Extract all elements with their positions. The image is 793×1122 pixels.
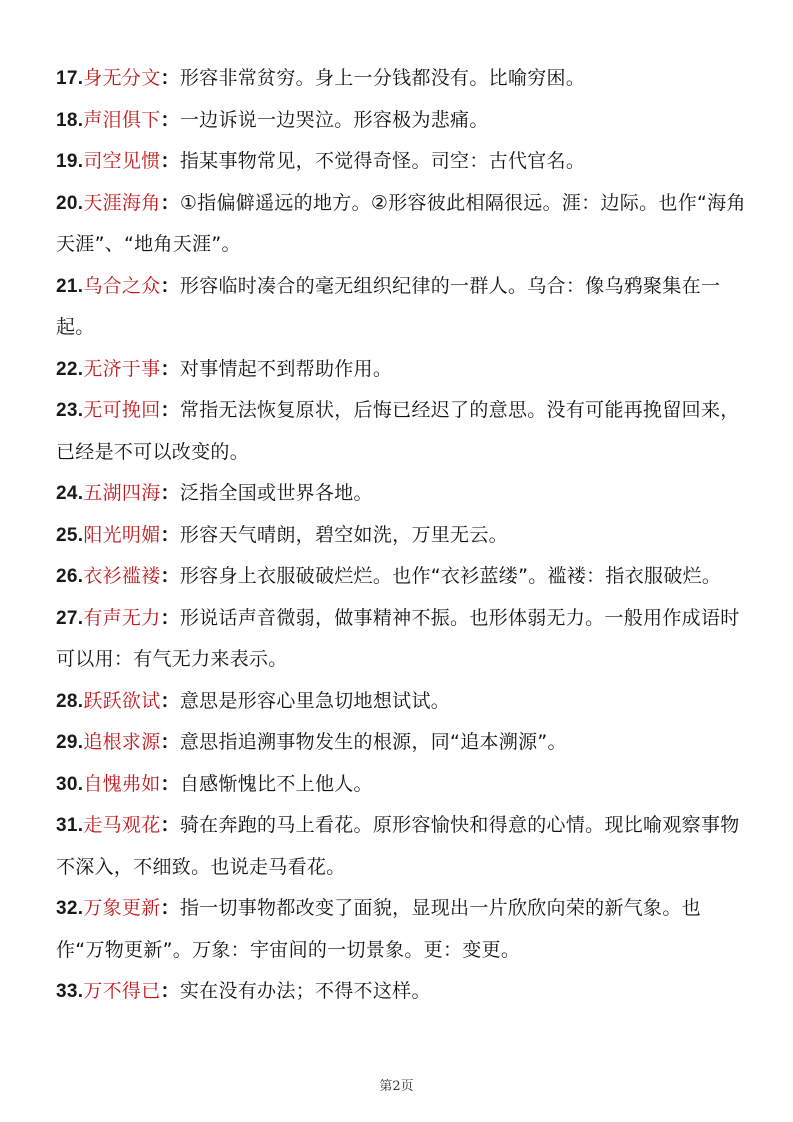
idiom-entry-20 [56, 183, 746, 266]
page-number: 第2页 [379, 1079, 414, 1094]
idiom-definition: ①指偏僻遥远的地方。②形容彼此相隔很远。涯：边际。也作“海角天涯”、“地角天涯”。 [56, 191, 746, 255]
entry-number: 28. [56, 690, 84, 712]
idiom-entry-29 [56, 722, 746, 764]
entry-number: 30. [56, 773, 84, 795]
entry-number: 33. [56, 981, 84, 1002]
idiom-entry-28 [56, 681, 746, 723]
idiom-term: 走马观花 [83, 814, 161, 836]
entry-number: 23. [56, 400, 84, 421]
entry-number: 21. [56, 275, 84, 297]
idiom-term: 万象更新 [83, 897, 161, 919]
entry-number: 24. [56, 483, 84, 504]
idiom-definition: 常指无法恢复原状，后悔已经迟了的意思。没有可能再挽留回来，已经是不可以改变的。 [56, 399, 740, 463]
idiom-definition: 形容天气晴朗，碧空如洗，万里无云。 [179, 523, 508, 546]
entry-number: 31. [56, 815, 84, 836]
idiom-term: 声泪俱下 [83, 108, 161, 131]
colon: ： [160, 897, 180, 919]
idiom-definition: 一边诉说一边哭泣。形容极为悲痛。 [179, 108, 489, 131]
idiom-definition: 对事情起不到帮助作用。 [179, 357, 393, 380]
idiom-term: 无济于事 [83, 357, 161, 380]
idiom-definition: 指一切事物都改变了面貌，显现出一片欣欣向荣的新气象。也作“万物更新”。万象：宇宙间的一切景象。更：变更。 [56, 897, 701, 961]
idiom-term: 司空见惯 [83, 150, 161, 172]
idiom-entry-19 [56, 141, 746, 183]
idiom-entry-33 [56, 971, 746, 1013]
colon: ： [160, 814, 180, 836]
idiom-entry-18 [56, 100, 746, 142]
idiom-entry-22 [56, 349, 746, 391]
idiom-term: 无可挽回 [83, 399, 161, 421]
idiom-entry-21 [56, 266, 746, 349]
idiom-definition: 形容临时凑合的毫无组织纪律的一群人。乌合：像乌鸦聚集在一起。 [56, 274, 721, 338]
entry-number: 27. [56, 607, 84, 629]
entry-number: 26. [56, 566, 84, 587]
idiom-entry-24 [56, 473, 746, 515]
idiom-entry-30 [56, 764, 746, 806]
idiom-definition: 实在没有办法；不得不这样。 [179, 980, 431, 1002]
idiom-definition: 指某事物常见，不觉得奇怪。司空：古代官名。 [179, 150, 586, 172]
idiom-definition: 骑在奔跑的马上看花。原形容愉快和得意的心情。现比喻观察事物不深入，不细致。也说走马看花。 [56, 814, 740, 878]
colon: ： [160, 150, 180, 172]
idiom-term: 乌合之众 [83, 274, 161, 297]
colon: ： [160, 357, 180, 380]
colon: ： [160, 772, 180, 795]
idiom-term: 有声无力 [83, 606, 161, 629]
idiom-definition: 自感惭愧比不上他人。 [179, 772, 373, 795]
idiom-definition: 形容非常贫穷。身上一分钱都没有。比喻穷困。 [179, 67, 586, 89]
colon: ： [160, 565, 180, 587]
entry-number: 19. [56, 151, 84, 172]
idiom-entry-32 [56, 888, 746, 971]
idiom-entry-23 [56, 390, 746, 473]
idiom-list [56, 58, 746, 1013]
entry-number: 32. [56, 898, 84, 919]
colon: ： [160, 980, 180, 1002]
colon: ： [160, 731, 180, 753]
idiom-definition: 泛指全国或世界各地。 [179, 482, 373, 504]
colon: ： [160, 399, 180, 421]
colon: ： [160, 606, 180, 629]
colon: ： [160, 523, 180, 546]
idiom-entry-31 [56, 805, 746, 888]
entry-number: 22. [56, 358, 84, 380]
idiom-term: 阳光明媚 [83, 523, 161, 546]
idiom-term: 身无分文 [83, 67, 161, 89]
idiom-entry-17 [56, 58, 746, 100]
idiom-definition: 形说话声音微弱，做事精神不振。也形体弱无力。一般用作成语时可以用：有气无力来表示。 [56, 606, 740, 670]
idiom-term: 追根求源 [83, 731, 161, 753]
colon: ： [160, 274, 180, 297]
idiom-term: 天涯海角 [83, 191, 161, 214]
idiom-definition: 意思是形容心里急切地想试试。 [179, 689, 451, 712]
colon: ： [160, 191, 180, 214]
entry-number: 17. [56, 68, 84, 89]
idiom-term: 跃跃欲试 [83, 689, 161, 712]
colon: ： [160, 108, 180, 131]
idiom-entry-26 [56, 556, 746, 598]
entry-number: 18. [56, 109, 84, 131]
idiom-term: 万不得已 [83, 980, 161, 1002]
idiom-entry-25 [56, 515, 746, 557]
colon: ： [160, 67, 180, 89]
idiom-term: 五湖四海 [83, 482, 161, 504]
idiom-definition: 意思指追溯事物发生的根源，同“追本溯源”。 [179, 731, 567, 753]
idiom-entry-27 [56, 598, 746, 681]
entry-number: 20. [56, 192, 84, 214]
colon: ： [160, 482, 180, 504]
idiom-definition: 形容身上衣服破破烂烂。也作“衣衫蓝缕”。褴褛：指衣服破烂。 [179, 565, 722, 587]
idiom-term: 自愧弗如 [83, 772, 161, 795]
idiom-term: 衣衫褴褛 [83, 565, 161, 587]
colon: ： [160, 689, 180, 712]
entry-number: 29. [56, 732, 84, 753]
entry-number: 25. [56, 524, 84, 546]
